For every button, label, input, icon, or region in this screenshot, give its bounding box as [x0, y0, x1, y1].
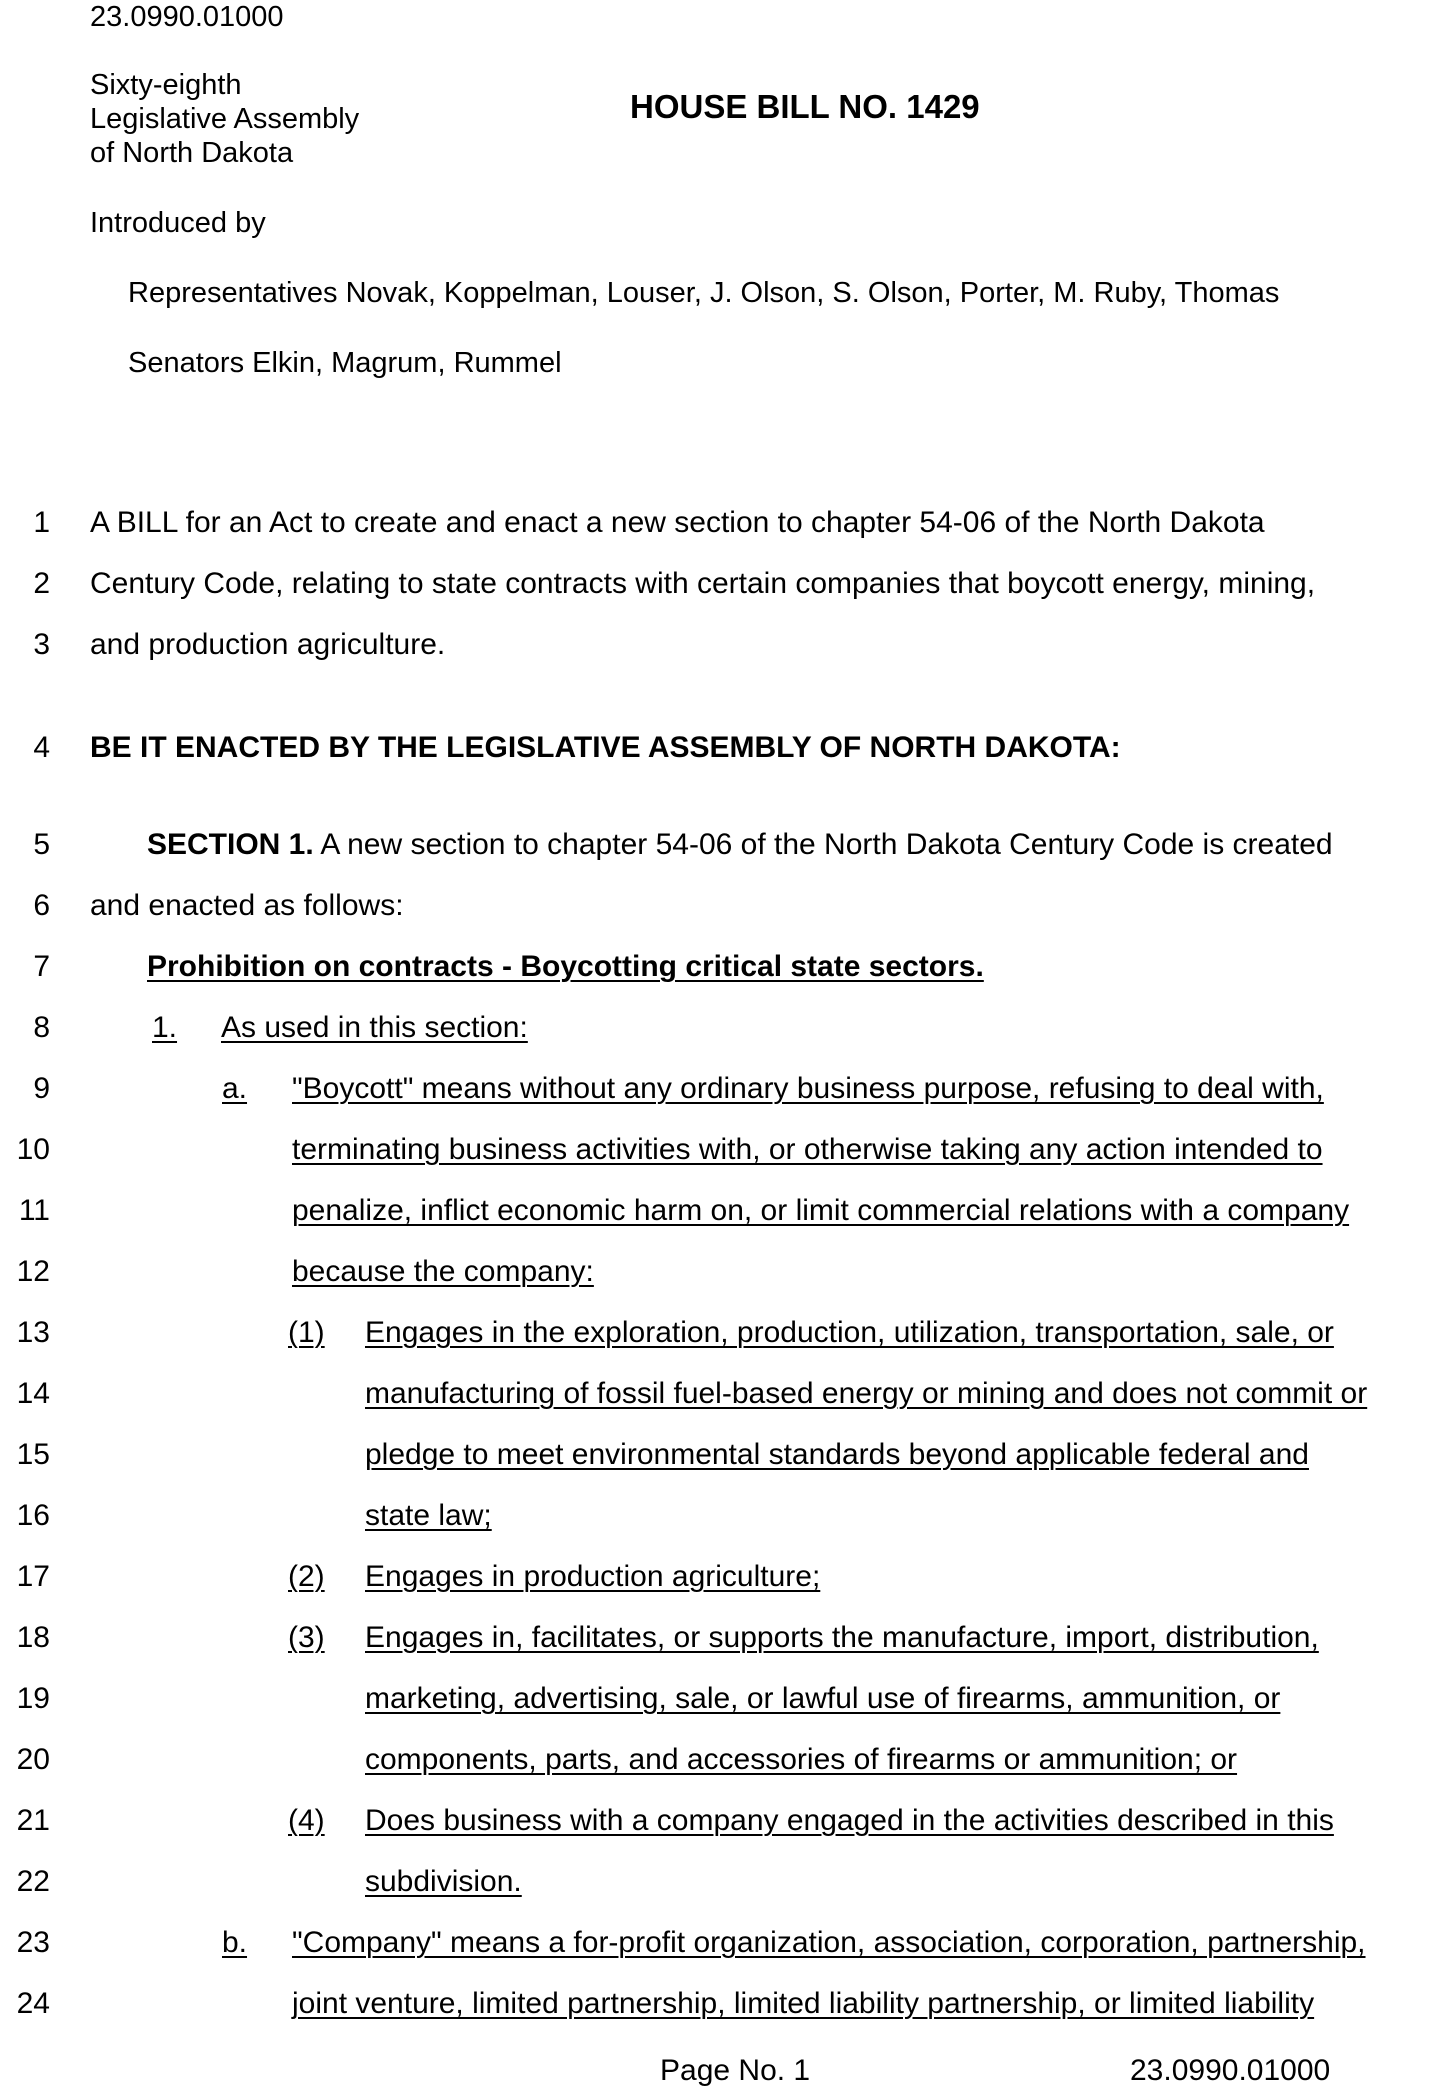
assembly-line-1: Sixty-eighth — [90, 69, 242, 101]
subsection-text: As used in this section: — [221, 1011, 528, 1044]
line-number: 16 — [16, 1499, 50, 1532]
paragraph-text: marketing, advertising, sale, or lawful use of firearms, ammunition, or — [365, 1682, 1281, 1715]
line-number: 24 — [16, 1987, 50, 2020]
section-heading: Prohibition on contracts - Boycotting critical state sectors. — [147, 950, 984, 983]
paragraph-text: Does business with a company engaged in the activities described in this — [365, 1804, 1334, 1837]
section-label: SECTION 1. — [147, 828, 314, 861]
subsection-marker: 1. — [152, 1011, 178, 1044]
line-number: 4 — [33, 731, 50, 764]
sponsor-senators: Senators Elkin, Magrum, Rummel — [128, 347, 562, 379]
line-number: 2 — [33, 567, 50, 600]
page-number: Page No. 1 — [660, 2054, 811, 2087]
paragraph-text: manufacturing of fossil fuel-based energy or mining and does not commit or — [365, 1377, 1368, 1410]
paragraph-text: Engages in the exploration, production, utilization, transportation, sale, or — [365, 1316, 1334, 1349]
subdivision-text: "Boycott" means without any ordinary business purpose, refusing to deal with, — [292, 1072, 1324, 1105]
subdivision-text: because the company: — [292, 1255, 594, 1288]
bill-title: HOUSE BILL NO. 1429 — [630, 88, 980, 125]
enacting-clause: BE IT ENACTED BY THE LEGISLATIVE ASSEMBLY OF NORTH DAKOTA: — [90, 731, 1121, 764]
paragraph-marker: (1) — [288, 1316, 325, 1349]
paragraph-marker: (4) — [288, 1804, 325, 1837]
line-number: 23 — [16, 1926, 50, 1959]
subdivision-text: terminating business activities with, or otherwise taking any action intended to — [292, 1133, 1323, 1166]
line-number: 22 — [16, 1865, 50, 1898]
line-number: 6 — [33, 889, 50, 922]
paragraph-text: components, parts, and accessories of firearms or ammunition; or — [365, 1743, 1238, 1776]
paragraph-text: pledge to meet environmental standards beyond applicable federal and — [365, 1438, 1309, 1471]
bill-title-text: and production agriculture. — [90, 628, 446, 661]
line-number: 10 — [16, 1133, 50, 1166]
subdivision-marker: a. — [222, 1072, 248, 1105]
section-intro-text: and enacted as follows: — [90, 889, 404, 922]
subdivision-text: penalize, inflict economic harm on, or limit commercial relations with a company — [292, 1194, 1350, 1227]
line-number: 17 — [16, 1560, 50, 1593]
line-number: 1 — [33, 506, 50, 539]
section-intro — [147, 827, 1333, 863]
paragraph-marker: (2) — [288, 1560, 325, 1593]
line-number: 7 — [33, 950, 50, 983]
bill-title-text: A BILL for an Act to create and enact a new section to chapter 54-06 of the North Dakota — [90, 506, 1265, 539]
line-number: 5 — [33, 828, 50, 861]
line-number: 20 — [16, 1743, 50, 1776]
subdivision-text: joint venture, limited partnership, limited liability partnership, or limited liability — [292, 1987, 1315, 2020]
line-number: 3 — [33, 628, 50, 661]
line-number: 8 — [33, 1011, 50, 1044]
document-number: 23.0990.01000 — [90, 1, 284, 33]
assembly-line-3: of North Dakota — [90, 137, 294, 169]
section-intro-text: A new section to chapter 54-06 of the North Dakota Century Code is created — [313, 828, 1333, 861]
line-number: 18 — [16, 1621, 50, 1654]
footer-document-number: 23.0990.01000 — [1130, 2054, 1331, 2087]
line-number: 11 — [18, 1194, 50, 1227]
introduced-by-label: Introduced by — [90, 207, 266, 239]
line-number: 21 — [16, 1804, 50, 1837]
line-number: 13 — [16, 1316, 50, 1349]
line-number: 12 — [16, 1255, 50, 1288]
paragraph-text: Engages in, facilitates, or supports the manufacture, import, distribution, — [365, 1621, 1319, 1654]
line-number: 15 — [16, 1438, 50, 1471]
line-number: 19 — [16, 1682, 50, 1715]
bill-title-text: Century Code, relating to state contracts with certain companies that boycott energy, mining, — [90, 567, 1316, 600]
subdivision-marker: b. — [222, 1926, 248, 1959]
paragraph-text: subdivision. — [365, 1865, 522, 1898]
line-number: 14 — [16, 1377, 50, 1410]
paragraph-text: Engages in production agriculture; — [365, 1560, 821, 1593]
subdivision-text: "Company" means a for-profit organization, association, corporation, partnership, — [292, 1926, 1366, 1959]
line-number: 9 — [33, 1072, 50, 1105]
assembly-line-2: Legislative Assembly — [90, 103, 360, 135]
paragraph-marker: (3) — [288, 1621, 325, 1654]
sponsor-representatives: Representatives Novak, Koppelman, Louser, J. Olson, S. Olson, Porter, M. Ruby, Thomas — [128, 277, 1280, 309]
paragraph-text: state law; — [365, 1499, 492, 1532]
